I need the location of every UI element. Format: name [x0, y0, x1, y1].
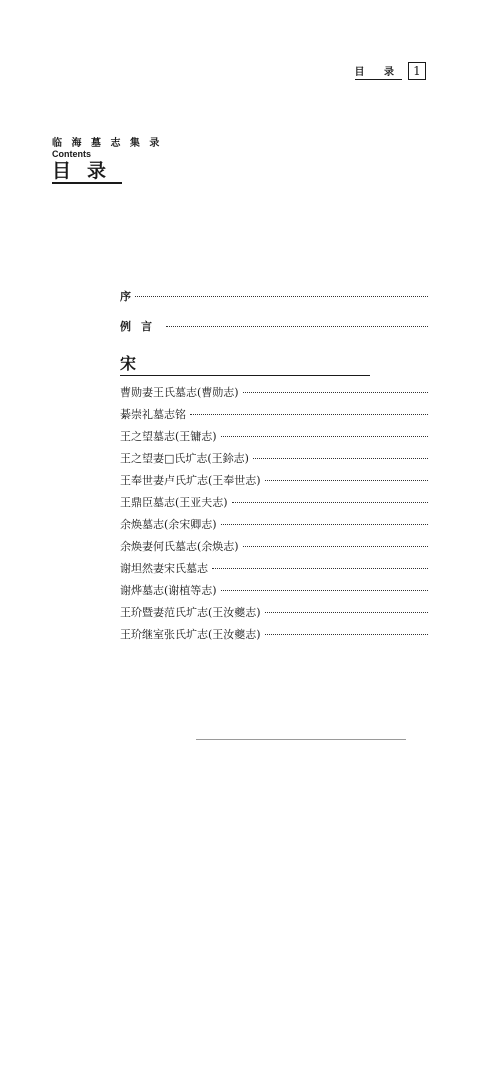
toc-entry-title: 余焕妻何氏墓志(余焕志) — [120, 540, 239, 553]
toc-entry-title: 王鼎臣墓志(王亚夫志) — [120, 496, 228, 509]
toc-entry-title: 綦崇礼墓志铭 — [120, 408, 186, 421]
running-header — [355, 62, 426, 80]
toc-title: 目录 — [52, 160, 123, 182]
toc-entry[interactable] — [120, 626, 432, 648]
table-of-contents — [120, 288, 432, 648]
toc-entry-title: 王奉世妻卢氏圹志(王奉世志) — [120, 474, 261, 487]
toc-entry-page — [120, 288, 504, 1068]
section-heading-song: 宋 — [120, 354, 370, 376]
series-title: 临 海 墓 志 集 录 — [52, 138, 163, 149]
toc-entry-title: 王之望墓志(王镛志) — [120, 430, 217, 443]
scan-artifact-line — [196, 739, 406, 740]
toc-entry-title: 余焕墓志(余宋卿志) — [120, 518, 217, 531]
contents-english-label: Contents — [52, 149, 91, 159]
running-header-label: 目 录 — [355, 63, 402, 80]
toc-entry-title: 例言 — [120, 320, 162, 333]
toc-entry-title: 王玠暨妻范氏圹志(王汝夔志) — [120, 606, 261, 619]
toc-entry-title: 谢坦然妻宋氏墓志 — [120, 562, 208, 575]
toc-entry-title: 序 — [120, 290, 131, 303]
toc-entry-title: 谢烨墓志(谢植等志) — [120, 584, 217, 597]
toc-entry-title: 曹勋妻王氏墓志(曹勋志) — [120, 386, 239, 399]
page-number-box: 1 — [408, 62, 426, 80]
toc-entry-title: 王玠继室张氏圹志(王汝夔志) — [120, 628, 261, 641]
toc-entry-title: 王之望妻□氏圹志(王鉩志) — [120, 452, 249, 465]
